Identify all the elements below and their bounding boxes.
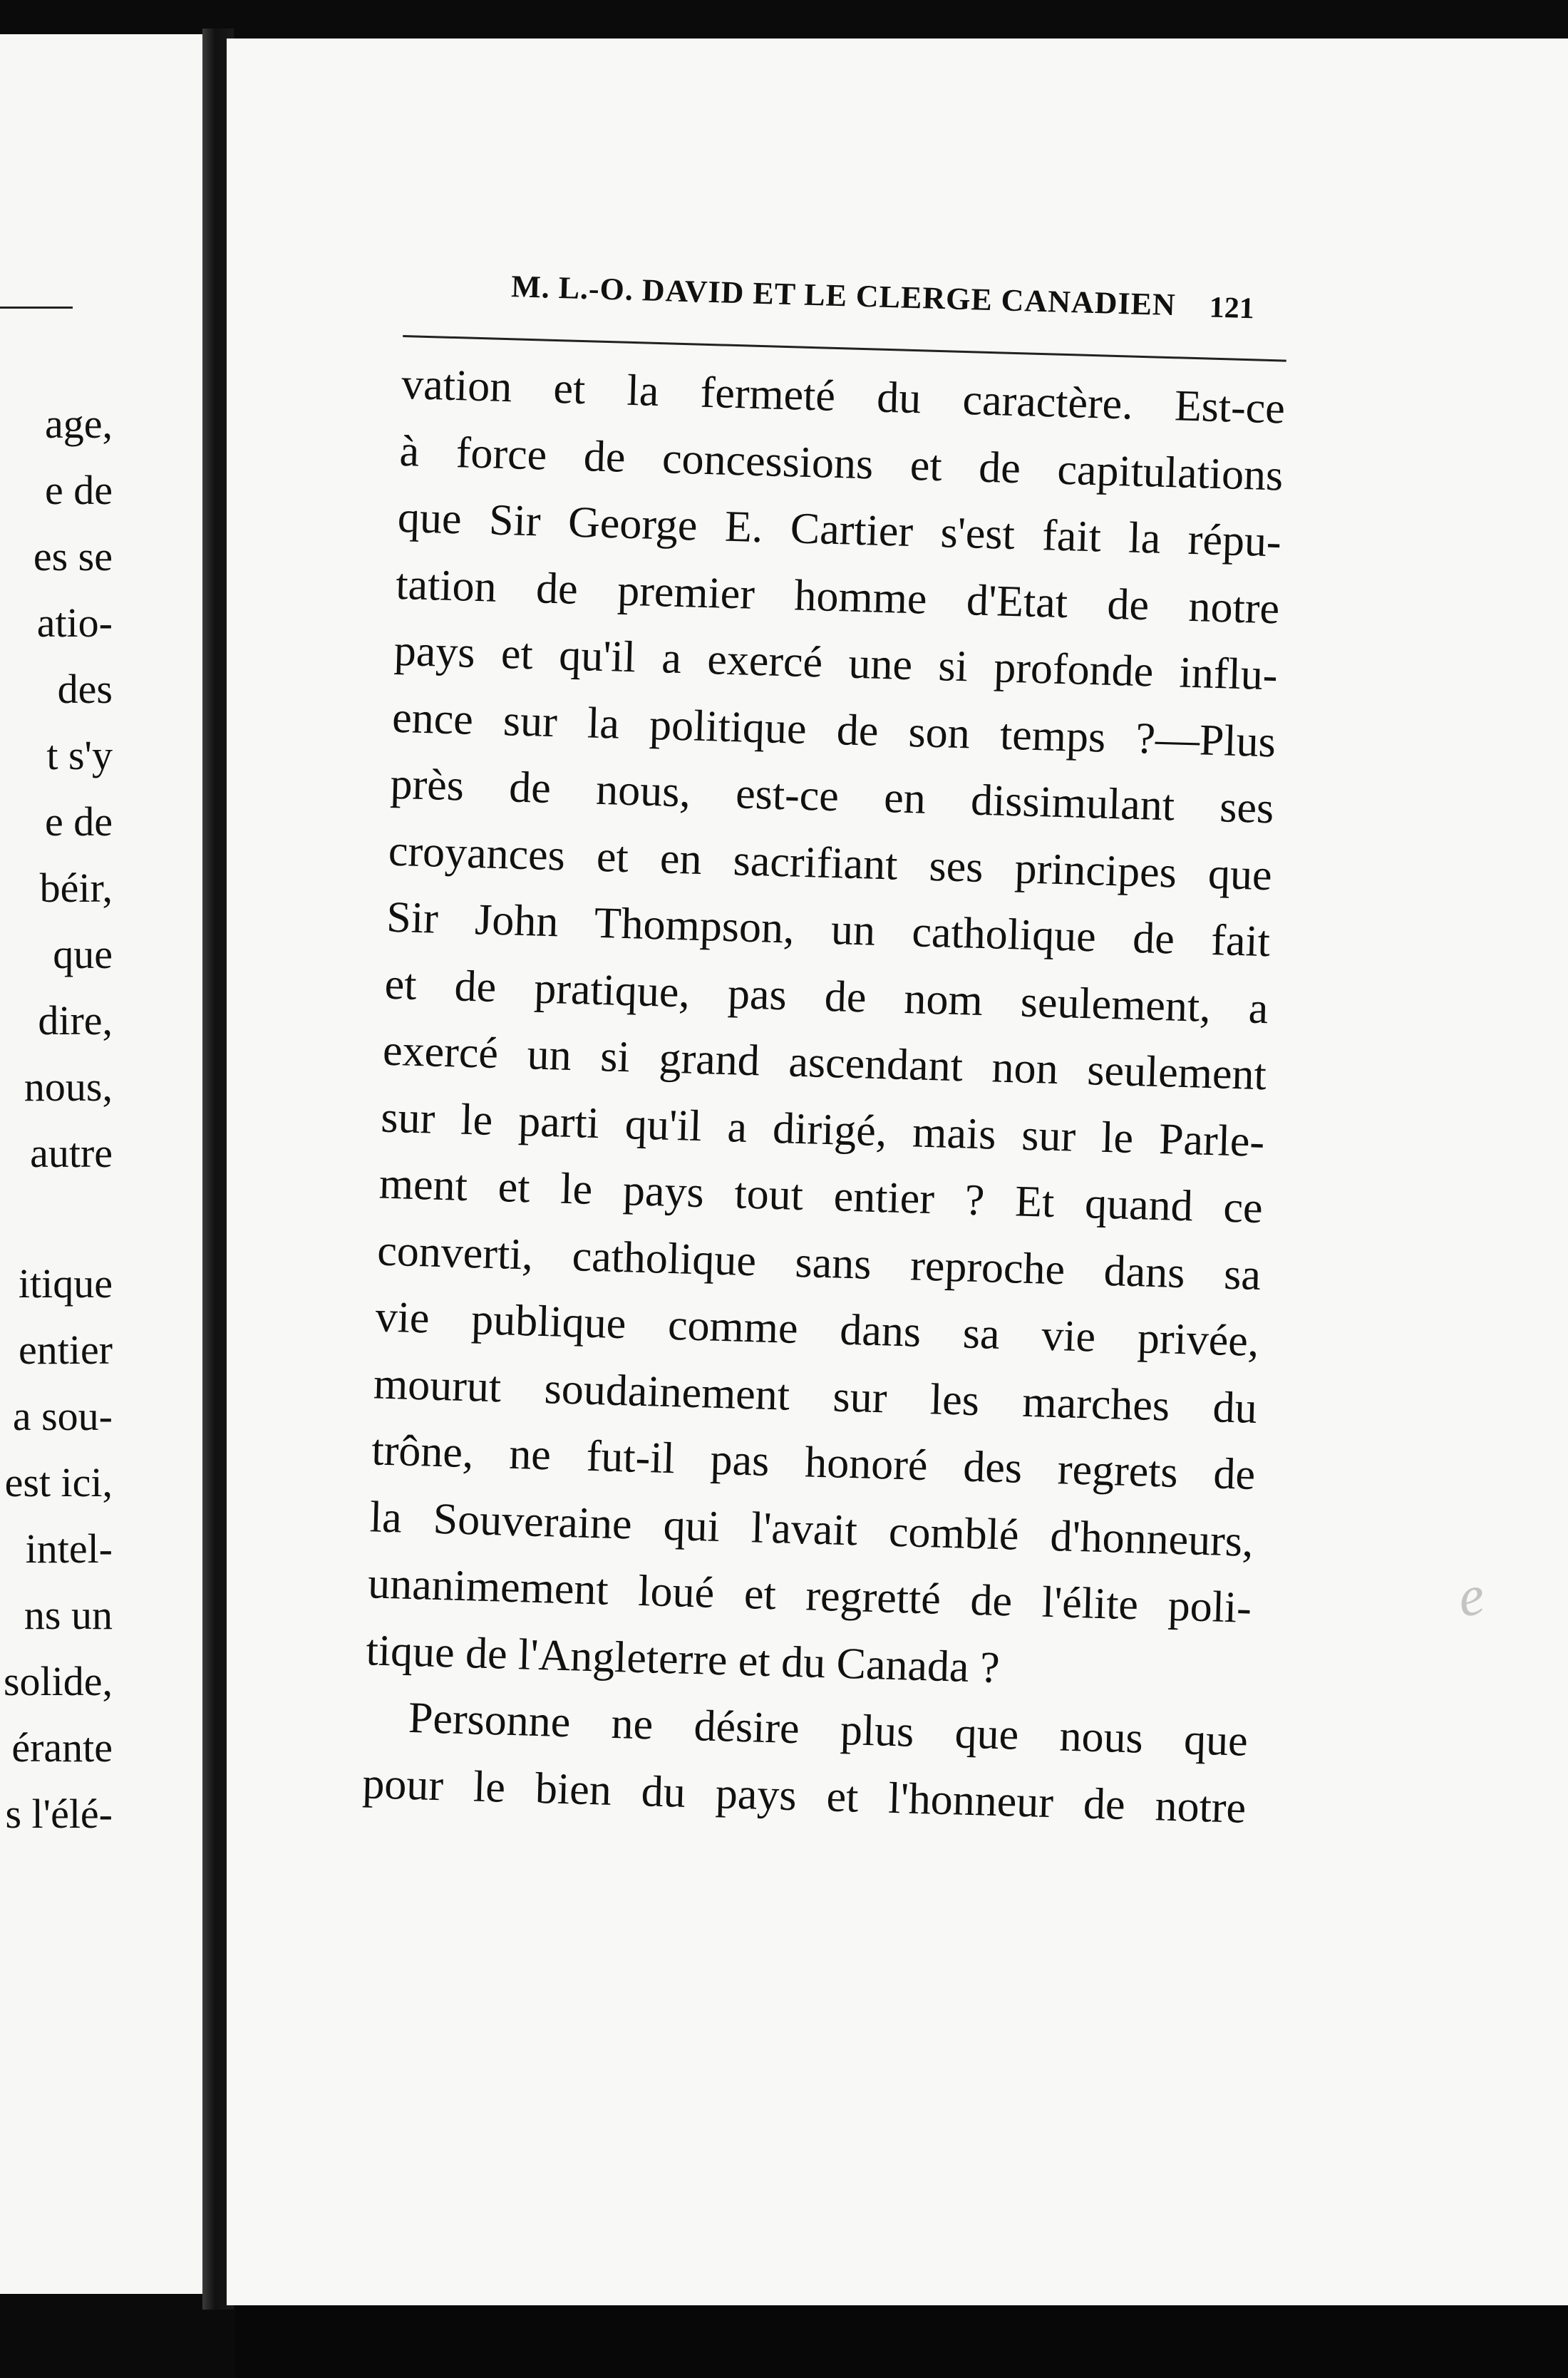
page-content [361,265,1516,1848]
text-line: et de pratique, pas de nom seulement, a [383,959,1269,1033]
left-line: e de [45,798,113,845]
left-line: entier [18,1327,113,1373]
text-line: croyances et en sacrifiant ses principes que [388,826,1273,900]
text-line: Personne ne désire plus que nous que [408,1693,1249,1766]
left-paragraph-gap [0,1186,113,1250]
text-line: près de nous, est-ce en dissimulant ses [389,759,1275,833]
text-line: que Sir George E. Cartier s'est fait la répu- [397,493,1282,567]
left-line: béir, [39,865,113,911]
left-line: dire, [38,997,113,1044]
text-line: unanimement loué et regretté de l'élite poli- [367,1559,1252,1632]
left-line: atio- [36,599,113,646]
text-line: ence sur la politique de son temps ?—Plus [391,693,1276,766]
left-line: est ici, [4,1459,113,1505]
left-line: solide, [3,1658,113,1704]
left-line: age, [45,401,113,447]
scan-bottom-edge [235,2305,1568,2378]
running-head-title: M. L.-O. DAVID ET LE CLERGE CANADIEN [510,269,1177,323]
text-line: pour le bien du pays et l'honneur de notre [361,1759,1247,1833]
pencil-margin-mark: e [1454,1563,1489,1630]
left-line: nous, [24,1064,113,1110]
text-line: trône, ne fut-il pas honoré des regrets de [371,1426,1257,1499]
text-line: à force de concessions et de capitulations [398,426,1284,500]
text-line: tique de l'Angleterre et du Canada ? [365,1625,1001,1692]
text-line: ment et le pays tout entier ? Et quand ce [378,1159,1264,1233]
text-line: vie publique comme dans sa vie privée, [374,1292,1260,1366]
left-line: s l'élé- [5,1791,113,1837]
left-page [0,34,202,2294]
left-line: ns un [24,1592,113,1638]
text-line: sur le parti qu'il a dirigé, mais sur le Parle- [380,1093,1266,1166]
left-line: t s'y [46,732,113,778]
left-line: autre [30,1130,113,1176]
left-page-text [0,391,113,1847]
text-line: tation de premier homme d'Etat de notre [395,560,1280,633]
text-line: Sir John Thompson, un catholique de fait [386,892,1271,967]
text-line: pays et qu'il a exercé une si profonde influ- [393,626,1279,700]
left-line: a sou- [12,1393,113,1439]
body-text [361,351,1286,1842]
left-line: érante [11,1724,113,1771]
left-line: que [53,931,113,977]
left-page-rule [0,307,73,309]
left-line: es se [33,533,113,580]
right-page [227,38,1568,2305]
text-line: mourut soudainement sur les marches du [373,1359,1258,1433]
text-line: la Souveraine qui l'avait comblé d'honneurs, [369,1492,1254,1566]
left-line: des [57,666,113,712]
text-line: vation et la fermeté du caractère. Est-ce [401,359,1286,433]
text-line: exercé un si grand ascendant non seulement [382,1026,1267,1100]
left-line: itique [18,1260,113,1307]
text-line: converti, catholique sans reproche dans sa [376,1225,1262,1299]
page-number: 121 [1209,291,1255,326]
left-line: intel- [25,1525,113,1572]
left-line: e de [45,467,113,513]
